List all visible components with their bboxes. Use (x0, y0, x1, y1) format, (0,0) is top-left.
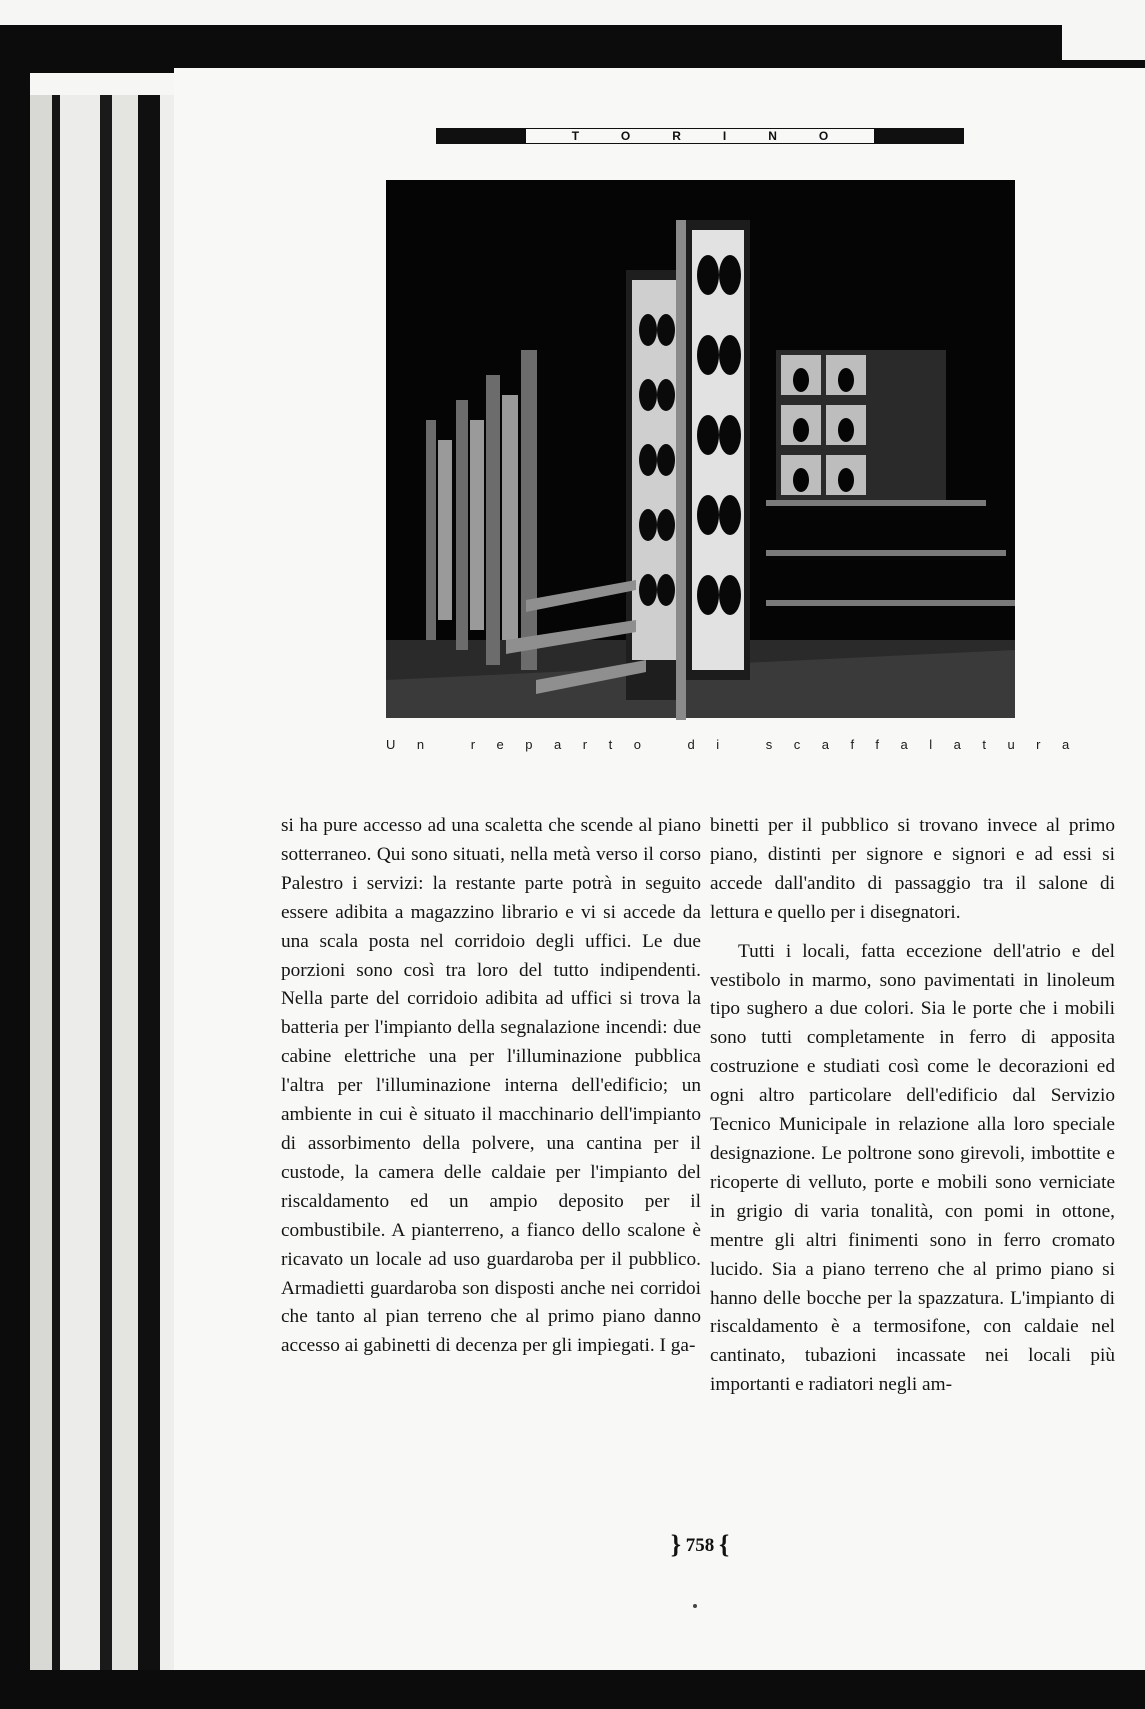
page-edge (60, 95, 100, 1670)
paragraph: si ha pure accesso ad una scaletta che scende al piano sotterraneo. Qui sono situati, nella metà verso il corso Palestro i servizi: la restante parte potrà in seguito essere adibita a magazzino librario e vi si accede da una scala posta nel corridoio degli uffici. Le due porzioni sono così tra loro del tutto indipendenti. Nella parte del corridoio adibita ad uffici si trova la batteria per l'impianto della segnalazione incendi: due cabine elettriche una per l'illuminazione pubblica l'altra per l'illuminazione interna dell'edificio; un ambiente in cui è situato il macchinario dell'impianto di assorbimento della polvere, una cantina per il custode, la camera delle caldaie per l'impianto del riscaldamento ed un ampio deposito per il combustibile. A pianterreno, a fianco dello scalone è ricavato un locale ad uso guardaroba per il pubblico. Armadietti guardaroba son disposti anche nei corridoi che tanto al pian terreno che al primo piano danno accesso ai gabinetti di decenza per gli impiegati. I ga- (281, 815, 701, 1357)
page-edge (160, 95, 174, 1670)
page-edge (30, 95, 52, 1670)
page-edge (138, 95, 160, 1670)
library-shelving-photo (386, 180, 1015, 718)
scan-frame-left (0, 25, 30, 1709)
running-header-title: TORINO (526, 129, 874, 143)
page-number (640, 1530, 760, 1560)
page-edge (100, 95, 112, 1670)
brace-right-icon: { (719, 1530, 730, 1559)
library-shelving-photo-icon (386, 180, 1015, 718)
scan-frame-top (0, 25, 1062, 73)
text-column-right (710, 812, 1115, 1400)
text-column-left (281, 812, 701, 1361)
ink-dot (693, 1604, 697, 1608)
brace-left-icon: } (670, 1530, 681, 1559)
paragraph: Tutti i locali, fatta eccezione dell'atrio e del vestibolo in marmo, sono pavimentati in linoleum tipo sughero a due colori. Sia le porte che i mobili sono tutti completamente in ferro di apposita costruzione e studiati così come le decorazioni ed ogni altro particolare dell'edificio dal Servizio Tecnico Municipale in relazione alla loro speciale designazione. Le poltrone sono girevoli, imbottite e ricoperte di velluto, porte e mobili sono verniciate in grigio di varia tonalità, con pomi in ottone, mentre gli altri finimenti sono in ferro cromato lucido. Sia a piano terreno che al primo piano si hanno delle bocche per la spazzatura. L'impianto di riscaldamento è a termosifone, con caldaie nel cantinato, tubazioni incassate nei locali più importanti e radiatori negli am- (710, 940, 1115, 1396)
paragraph: binetti per il pubblico si trovano invece al primo piano, distinti per signore e signori e ad essi si accede dall'andito di passaggio tra il salone di lettura e quello per i disegnatori. (710, 815, 1115, 923)
page-number-text: 758 (685, 1535, 715, 1556)
figure-caption: Un reparto di scaffalatura (386, 737, 1091, 752)
scan-frame-bottom (0, 1670, 1145, 1709)
page-edge (112, 95, 138, 1670)
running-header (436, 128, 964, 144)
page-edge (52, 95, 60, 1670)
